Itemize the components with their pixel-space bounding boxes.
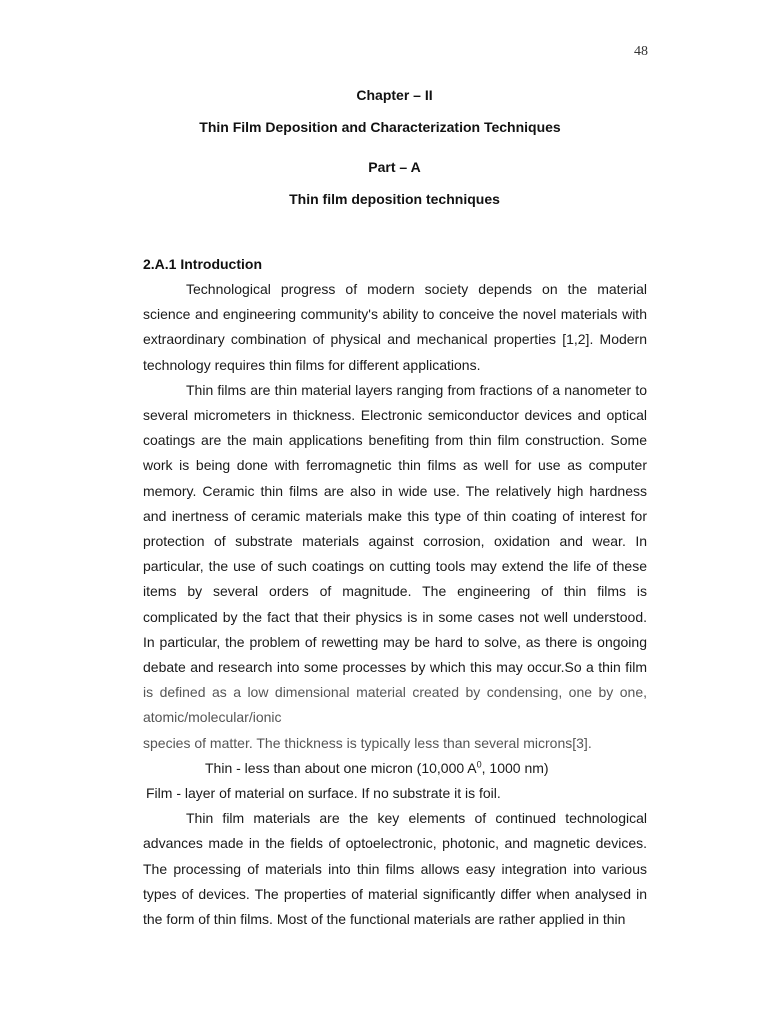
part-heading: Part – A <box>368 159 421 175</box>
paragraph-2-definition: is defined as a low dimensional material created by condensing, one by one, atomic/molecular/ionic <box>143 684 647 726</box>
thin-definition-end: , 1000 nm) <box>481 759 549 776</box>
body-text <box>143 277 647 932</box>
paragraph-2-main: Thin films are thin material layers ranging from fractions of a nanometer to several micrometers in thickness. Electronic semiconductor devices and optical coatings are the main applications benefiting from thin film construction. Some work is being done with ferromagnetic thin films as well for use as computer memory. Ceramic thin films are also in wide use. The relatively high hardness and inertness of ceramic materials make this type of thin coating of interest for protection of substrate materials against corrosion, oxidation and wear. In particular, the use of such coatings on cutting tools may extend the life of these items by several orders of magnitude. The engineering of thin films is complicated by the fact that their physics is in some cases not well understood. In particular, the problem of rewetting may be hard to solve, as there is ongoing debate and research into some processes by which this may occur. <box>143 381 647 676</box>
paragraph-3: species of matter. The thickness is typically less than several microns[3]. <box>143 734 592 751</box>
page-number: 48 <box>634 44 648 59</box>
thin-definition-text: Thin - less than about one micron (10,000 A <box>205 759 477 776</box>
chapter-title: Thin Film Deposition and Characterization Techniques <box>199 119 561 135</box>
chapter-heading: Chapter – II <box>356 87 433 103</box>
paragraph-2 <box>143 378 647 731</box>
thin-definition-superscript: 0 <box>476 759 482 770</box>
part-subtitle: Thin film deposition techniques <box>289 191 500 207</box>
thin-definition <box>143 756 647 781</box>
section-heading: 2.A.1 Introduction <box>143 256 262 272</box>
paragraph-4: Thin film materials are the key elements of continued technological advances made in the fields of optoelectronic, photonic, and magnetic devices. The processing of materials into thin films allows easy integration into various types of devices. The properties of material significantly differ when analysed in the form of thin films. Most of the functional materials are rather applied in thin <box>143 810 647 928</box>
paragraph-2-so-a-thin-film: So a thin film <box>564 659 647 676</box>
paragraph-1: Technological progress of modern society depends on the material science and engineering community's ability to conceive the novel materials with extraordinary combination of physical and mechanical properties [1,2]. Modern technology requires thin films for different applications. <box>143 281 647 373</box>
film-definition: Film - layer of material on surface. If no substrate it is foil. <box>146 785 501 802</box>
